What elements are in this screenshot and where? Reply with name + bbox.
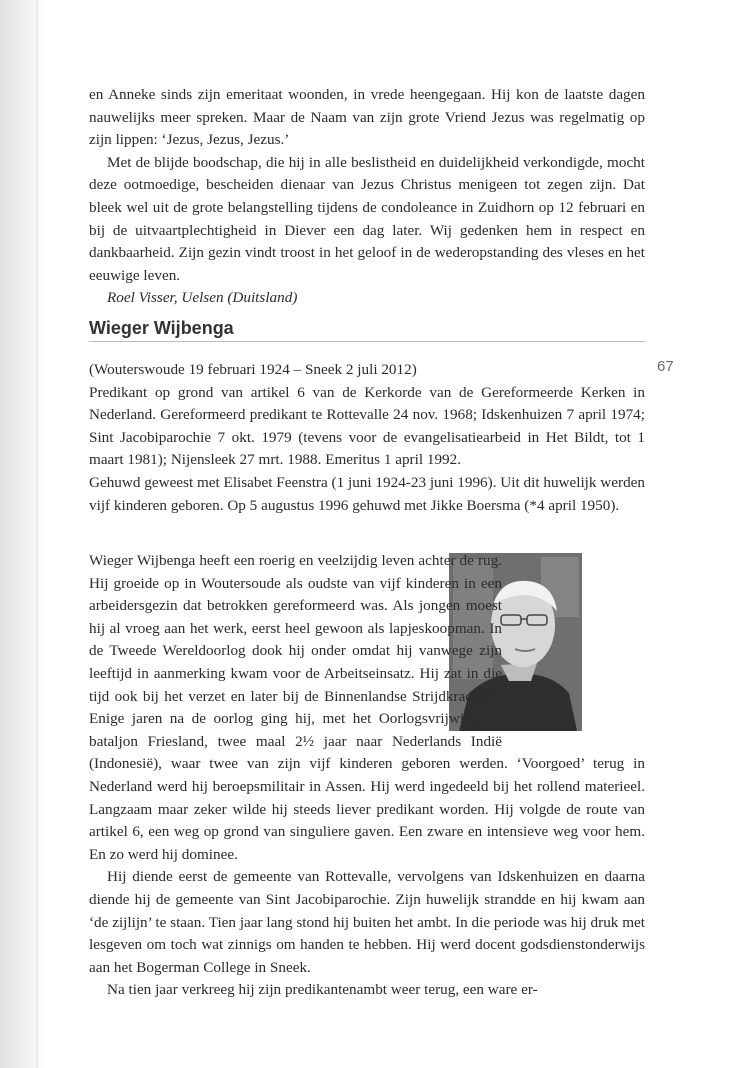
author-signature: Roel Visser, Uelsen (Duitsland): [107, 289, 298, 307]
gutter-line: [36, 0, 38, 1068]
biography-text: [89, 550, 645, 1002]
intro-paragraph-1: en Anneke sinds zijn emeritaat woonden, in vrede heengegaan. Hij kon de laatste dagen nauwelijks meer spreken. Maar de Naam van zijn grote Vriend Jezus was regelmatig op zijn lippen: ‘Jezus, Jezus, Jezus.’: [89, 86, 645, 149]
life-dates: (Wouterswoude 19 februari 1924 – Sneek 2 juli 2012): [89, 361, 417, 378]
page-number: 67: [657, 358, 674, 375]
career-summary: Predikant op grond van artikel 6 van de Kerkorde van de Gereformeerde Kerken in Nederland. Gereformeerd predikant te Rottevalle 24 nov. 1968; Idskenhuizen 7 april 1974; Sint Jacobiparochie 7 okt. 1979 (tevens voor de evangelisatiearbeid in Het Bildt, tot 1 maart 1981); Nijensleek 27 mrt. 1988. Emeritus 1 april 1992.: [89, 383, 645, 469]
intro-text: [89, 84, 645, 310]
photo-spacer: [502, 550, 645, 736]
family-summary: Gehuwd geweest met Elisabet Feenstra (1 juni 1924-23 juni 1996). Uit dit huwelijk werden vijf kinderen geboren. Op 5 augustus 1996 gehuwd met Jikke Boersma (*4 april 1950).: [89, 473, 645, 514]
biographical-facts: [89, 359, 645, 517]
section-title: Wieger Wijbenga: [89, 318, 234, 338]
biography-paragraph-1: Wieger Wijbenga heeft een roerig en veelzijdig leven achter de rug. Hij groeide op in Woutersoude als oudste van vijf kinderen in een arbeidersgezin dat betrokken gereformeerd was. Als jongen moest hij al vroeg aan het werk, eerst heel gewoon als lapjeskoopman. In de Tweede Wereldoorlog dook hij onder omdat hij vanwege zijn leeftijd in aanmerking kwam voor de Arbeitseinsatz. Hij zat in die tijd ook bij het verzet en later bij de Binnenlandse Strijdkrachten. Enige jaren na de oorlog ging hij, met het Oorlogsvrijwilligers bataljon Friesland, twee maal 2½ jaar naar Nederlands Indië (Indonesië), waar twee van zijn vijf kinderen geboren werden. ‘Voorgoed’ terug in Nederland werd hij beroepsmilitair in Assen. Hij werd ingedeeld bij het rollend materieel. Langzaam maar zeker wilde hij steeds liever predikant worden. Hij volgde de route van artikel 6, een weg op grond van singuliere gaven. Een zware en intensieve weg voor hem. En zo werd hij dominee.: [89, 552, 645, 863]
title-rule: [89, 341, 645, 342]
intro-paragraph-2: Met de blijde boodschap, die hij in alle beslistheid en duidelijkheid verkondigde, mocht deze ootmoedige, bescheiden dienaar van Jezus Christus menigeen tot zegen zijn. Dat bleek wel uit de grote belangstelling tijdens de condoleance in Zuidhorn op 12 februari en bij de uitvaartplechtigheid in Diever een dag later. Wij gedenken hem in respect en dankbaarheid. Zijn gezin vindt troost in het geloof in de wederopstanding des vleses en het eeuwige leven.: [89, 153, 645, 284]
biography-paragraph-2: Hij diende eerst de gemeente van Rottevalle, vervolgens van Idskenhuizen en daarna diende hij de gemeente van Sint Jacobiparochie. Zijn huwelijk strandde en hij kwam aan ‘de zijlijn’ te staan. Tien jaar lang stond hij buiten het ambt. In die periode was hij druk met lesgeven om toch wat zinnigs om handen te hebben. Hij werd docent godsdienstonderwijs aan het Bogerman College in Sneek.: [89, 868, 645, 976]
page-gutter: [0, 0, 46, 1068]
biography-paragraph-3: Na tien jaar verkreeg hij zijn predikantenambt weer terug, een ware er-: [107, 981, 538, 999]
